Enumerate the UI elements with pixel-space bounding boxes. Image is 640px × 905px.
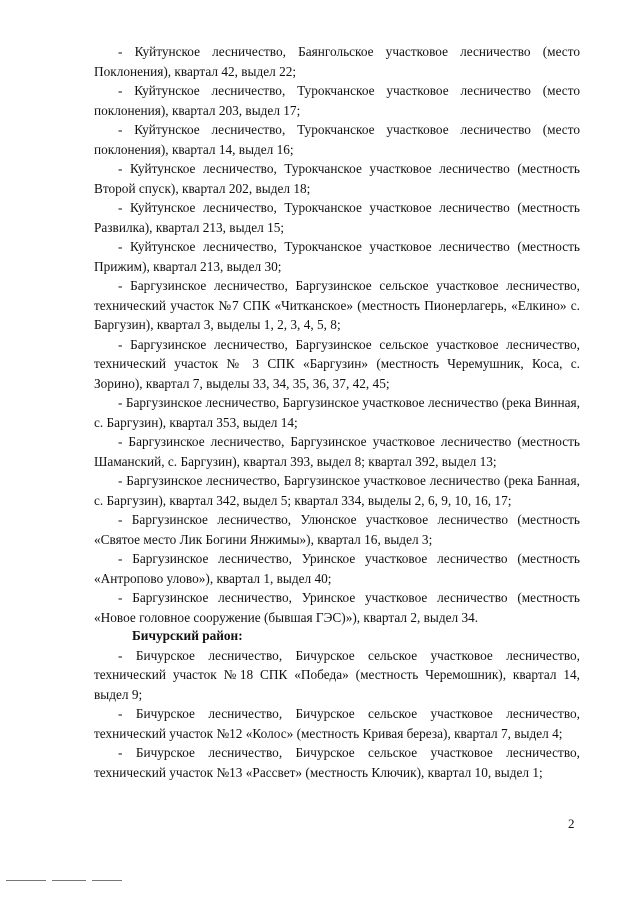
list-item: - Баргузинское лесничество, Баргузинское участковое лесничество (местность Шаманский, с. Баргузин), квартал 393, выдел 8; квартал 392, выдел 13; (94, 434, 580, 469)
list-item: - Баргузинское лесничество, Баргузинское сельское участковое лесничество, технический участок №7 СПК «Читканское» (местность Пионерлагерь, «Елкино» с. Баргузин), квартал 3, выделы 1, 2, 3, 4, 5, 8; (94, 278, 580, 332)
list-item: - Куйтунское лесничество, Турокчанское участковое лесничество (местность Прижим), квартал 213, выдел 30; (94, 239, 580, 274)
list-item: - Баргузинское лесничество, Уринское участковое лесничество (местность «Антропово улово»), квартал 1, выдел 40; (94, 551, 580, 586)
footer-rule (52, 880, 86, 881)
list-item: - Куйтунское лесничество, Турокчанское участковое лесничество (местность Второй спуск), квартал 202, выдел 18; (94, 161, 580, 196)
section-heading: Бичурский район: (132, 628, 243, 643)
list-item: - Баргузинское лесничество, Уринское участковое лесничество (местность «Новое головное сооружение (бывшая ГЭС)»), квартал 2, выдел 34. (94, 590, 580, 625)
footer-rule (92, 880, 122, 881)
list-item: - Куйтунское лесничество, Турокчанское участковое лесничество (местность Развилка), квартал 213, выдел 15; (94, 200, 580, 235)
sacred-sites-list-continued (94, 42, 580, 627)
footer-rule (6, 880, 46, 881)
list-item: - Куйтунское лесничество, Турокчанское участковое лесничество (место поклонения), квартал 203, выдел 17; (94, 83, 580, 118)
list-item: - Баргузинское лесничество, Баргузинское сельское участковое лесничество, технический участок № 3 СПК «Баргузин» (местность Черемушник, Коса, с. Зорино), квартал 7, выделы 33, 34, 35, 36, 37, 42, 45; (94, 336, 580, 391)
page-number: 2 (568, 816, 575, 831)
list-item: - Куйтунское лесничество, Турокчанское участковое лесничество (место поклонения), квартал 14, выдел 16; (94, 122, 580, 157)
list-item: - Бичурское лесничество, Бичурское сельское участковое лесничество, технический участок №18 СПК «Победа» (местность Черемошник), квартал 14, выдел 9; (94, 647, 580, 702)
bichura-district-section (94, 626, 580, 782)
list-item: - Баргузинское лесничество, Баргузинское участковое лесничество (река Банная, с. Баргузин), квартал 342, выдел 5; квартал 334, выделы 2, 6, 9, 10, 16, 17; (94, 473, 580, 508)
list-item: - Баргузинское лесничество, Баргузинское участковое лесничество (река Винная, с. Баргузин), квартал 353, выдел 14; (94, 395, 580, 430)
list-item: - Бичурское лесничество, Бичурское сельское участковое лесничество, технический участок №12 «Колос» (местность Кривая береза), квартал 7, выдел 4; (94, 706, 580, 741)
list-item: - Бичурское лесничество, Бичурское сельское участковое лесничество, технический участок №13 «Рассвет» (местность Ключик), квартал 10, выдел 1; (94, 745, 580, 780)
list-item: - Баргузинское лесничество, Улюнское участковое лесничество (местность «Святое место Лик Богини Янжимы»), квартал 16, выдел 3; (94, 512, 580, 547)
list-item: - Куйтунское лесничество, Баянгольское участковое лесничество (место Поклонения), квартал 42, выдел 22; (94, 44, 580, 79)
